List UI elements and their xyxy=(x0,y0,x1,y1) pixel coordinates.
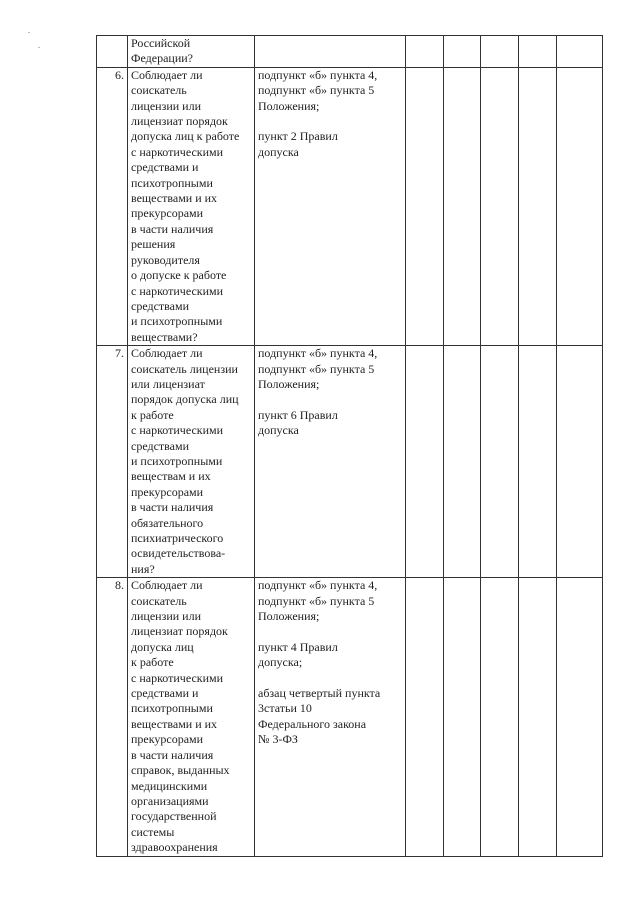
answer-cell xyxy=(481,36,519,68)
answer-cell xyxy=(444,346,481,578)
scan-speck xyxy=(28,32,30,33)
answer-cell xyxy=(406,36,444,68)
answer-cell xyxy=(481,346,519,578)
answer-cell xyxy=(557,36,603,68)
answer-cell xyxy=(481,67,519,345)
answer-cell xyxy=(444,67,481,345)
answer-cell xyxy=(557,578,603,856)
table-row xyxy=(97,36,603,68)
row-number xyxy=(97,36,128,68)
checklist-table xyxy=(96,35,603,857)
answer-cell xyxy=(519,346,557,578)
question-cell: Соблюдает ли соискатель лицензии или лицензиат порядок допуска лиц к работе с наркотическими средствами и психотропными веществами и их прекурсорами в части наличия справок, выданных медицинскими организациями государственной системы здравоохранения xyxy=(128,578,255,856)
answer-cell xyxy=(406,346,444,578)
answer-cell xyxy=(557,67,603,345)
answer-cell xyxy=(444,36,481,68)
question-cell: Соблюдает ли соискатель лицензии или лицензиат порядок допуска лиц к работе с наркотическими средствами и психотропными веществам и их прекурсорами в части наличия обязательного психиатрического освидетельствова- ния? xyxy=(128,346,255,578)
answer-cell xyxy=(406,67,444,345)
answer-cell xyxy=(519,36,557,68)
reference-cell: подпункт «б» пункта 4, подпункт «б» пункта 5 Положения; пункт 6 Правил допуска xyxy=(255,346,406,578)
answer-cell xyxy=(519,578,557,856)
reference-cell xyxy=(255,36,406,68)
table-row xyxy=(97,67,603,345)
answer-cell xyxy=(557,346,603,578)
reference-cell: подпункт «б» пункта 4, подпункт «б» пункта 5 Положения; пункт 4 Правил допуска; абзац четвертый пункта 3статьи 10 Федерального закона № 3-ФЗ xyxy=(255,578,406,856)
answer-cell xyxy=(519,67,557,345)
question-cell: Соблюдает ли соискатель лицензии или лицензиат порядок допуска лиц к работе с наркотическими средствами и психотропными веществами и их прекурсорами в части наличия решения руководителя о допуске к работе с наркотическими средствами и психотропными веществами? xyxy=(128,67,255,345)
question-cell: Российской Федерации? xyxy=(128,36,255,68)
row-number: 7. xyxy=(97,346,128,578)
answer-cell xyxy=(481,578,519,856)
table-row xyxy=(97,346,603,578)
row-number: 6. xyxy=(97,67,128,345)
answer-cell xyxy=(444,578,481,856)
row-number: 8. xyxy=(97,578,128,856)
scan-speck xyxy=(38,47,40,48)
reference-cell: подпункт «б» пункта 4, подпункт «б» пункта 5 Положения; пункт 2 Правил допуска xyxy=(255,67,406,345)
table-row xyxy=(97,578,603,856)
answer-cell xyxy=(406,578,444,856)
